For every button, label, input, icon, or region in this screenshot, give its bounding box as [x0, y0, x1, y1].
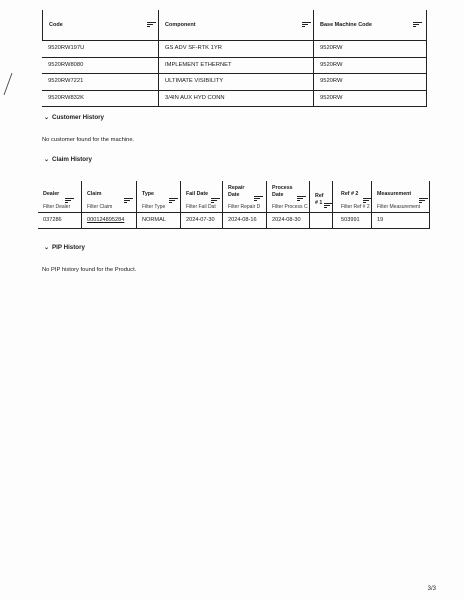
column-header-ref[interactable]: Ref — [315, 193, 324, 199]
process-date-value: 2024-08-30 — [272, 217, 301, 223]
machine-components-table — [42, 10, 427, 107]
ref-2-value: 503991 — [341, 217, 360, 223]
filter-claim-input[interactable]: Filter Claim — [87, 204, 113, 210]
chevron-down-icon: ⌄ — [44, 115, 50, 121]
column-divider — [429, 181, 430, 229]
filter-dealer-input[interactable]: Filter Dealer — [43, 204, 71, 210]
column-header-ref-2[interactable]: Ref # 2 — [341, 191, 359, 197]
filter-icon[interactable] — [413, 22, 422, 28]
filter-icon[interactable] — [419, 198, 428, 204]
table-row: 9520RW832K 3/4IN AUX HYD CONN 9520RW — [42, 90, 427, 108]
column-header-repair-date[interactable]: Date — [228, 192, 240, 198]
type-value: NORMAL — [142, 217, 166, 223]
filter-icon[interactable] — [211, 198, 220, 204]
table-row: 9520RW8080 IMPLEMENT ETHERNET 9520RW — [42, 57, 427, 74]
customer-history-message: No customer found for the machine. — [42, 137, 135, 143]
column-process-date — [267, 181, 309, 229]
column-ref-1 — [310, 181, 332, 229]
column-header-measurement[interactable]: Measurement — [377, 191, 412, 197]
pen-mark — [2, 72, 14, 96]
column-measurement — [372, 181, 430, 229]
column-claim — [82, 181, 136, 229]
fail-date-value: 2024-07-30 — [186, 217, 215, 223]
filter-process-date-input[interactable]: Filter Process C — [272, 204, 308, 210]
repair-date-value: 2024-08-16 — [228, 217, 257, 223]
pip-history-message: No PIP history found for the Product. — [42, 267, 137, 273]
column-header-fail-date[interactable]: Fail Date — [186, 191, 209, 197]
column-header-process-date[interactable]: Date — [272, 192, 284, 198]
column-header-code[interactable]: Code — [43, 10, 158, 40]
measurement-value: 19 — [377, 217, 384, 223]
column-header-type[interactable]: Type — [142, 191, 154, 197]
column-repair-date — [223, 181, 266, 229]
table-row: 9520RW7221 ULTIMATE VISIBILITY 9520RW — [42, 73, 427, 90]
filter-icon[interactable] — [65, 198, 74, 204]
filter-measurement-input[interactable]: Filter Measurement — [377, 204, 421, 210]
filter-icon[interactable] — [302, 22, 311, 28]
page-number: 3/3 — [427, 586, 436, 592]
customer-history-toggle[interactable]: ⌄ Customer History — [44, 114, 104, 121]
filter-icon[interactable] — [297, 196, 306, 202]
column-header-repair[interactable]: Repair — [228, 185, 245, 191]
chevron-down-icon: ⌄ — [44, 245, 50, 251]
column-fail-date — [181, 181, 222, 229]
pip-history-toggle[interactable]: ⌄ PIP History — [44, 244, 85, 251]
filter-icon[interactable] — [254, 196, 263, 202]
filter-ref-2-input[interactable]: Filter Ref # 2 — [341, 204, 370, 210]
column-header-dealer[interactable]: Dealer — [43, 191, 60, 197]
column-dealer — [38, 181, 81, 229]
chevron-down-icon: ⌄ — [44, 157, 50, 163]
table-header — [42, 10, 427, 40]
claim-history-toggle[interactable]: ⌄ Claim History — [44, 156, 92, 163]
column-header-base-machine-code[interactable]: Base Machine Code — [314, 10, 426, 40]
filter-icon[interactable] — [124, 198, 133, 204]
dealer-value: 037286 — [43, 217, 62, 223]
column-header-claim[interactable]: Claim — [87, 191, 102, 197]
column-type — [137, 181, 180, 229]
column-ref-2 — [333, 181, 371, 229]
filter-type-input[interactable]: Filter Type — [142, 204, 166, 210]
filter-fail-date-input[interactable]: Filter Fail Dat — [186, 204, 216, 210]
column-header-ref-1[interactable]: # 1 — [315, 200, 323, 206]
column-header-process[interactable]: Process — [272, 185, 293, 191]
claim-history-table — [38, 181, 430, 229]
column-header-component[interactable]: Component — [159, 10, 313, 40]
filter-icon[interactable] — [147, 22, 156, 28]
claim-link[interactable]: 000124895284 — [87, 217, 125, 223]
table-row: 9520RW197U GS ADV SF-RTK 1YR 9520RW — [42, 40, 427, 57]
filter-icon[interactable] — [169, 198, 178, 204]
filter-repair-date-input[interactable]: Filter Repair D — [228, 204, 261, 210]
